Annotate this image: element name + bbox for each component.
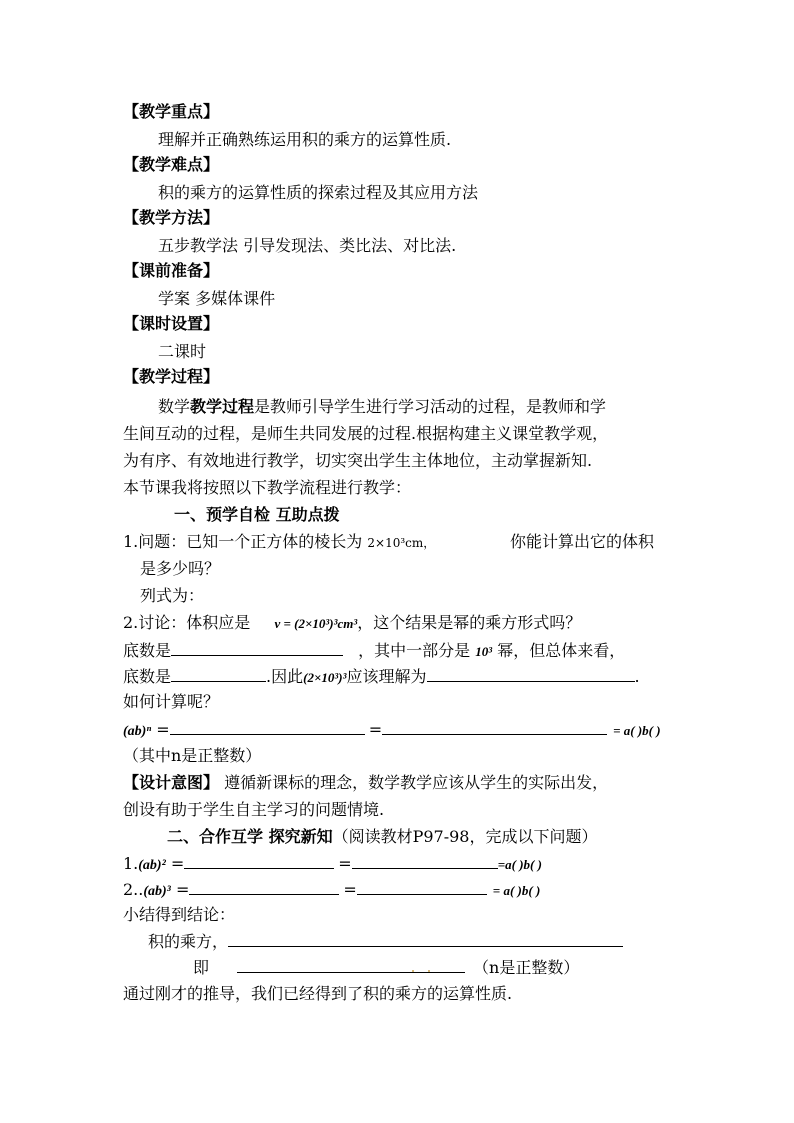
base-line-1 bbox=[123, 640, 625, 662]
question-2-tail: ，这个结果是幂的乘方形式吗？ bbox=[357, 613, 582, 632]
base-answer-blank[interactable] bbox=[171, 640, 343, 656]
base-label: 底数是 bbox=[123, 641, 172, 660]
process-paragraph-line-3: 为有序、有效地进行教学，切实突出学生主体地位，主动掌握新知. bbox=[123, 451, 593, 470]
power-ten-expression: 10³ bbox=[475, 644, 493, 659]
question-1-line bbox=[123, 532, 435, 553]
stray-mark bbox=[412, 970, 414, 972]
volume-expression: v = (2×10³)³cm³ bbox=[274, 616, 358, 631]
howto-text: 如何计算呢？ bbox=[123, 692, 220, 711]
exercise-2-line bbox=[123, 879, 540, 902]
power-formula-line bbox=[123, 719, 661, 742]
equals-sign: = bbox=[338, 854, 352, 873]
summary-text: 小结得到结论： bbox=[123, 905, 236, 924]
ie-line bbox=[193, 957, 579, 978]
method-body: 五步教学法 引导发现法、类比法、对比法. bbox=[158, 236, 457, 255]
formula-blank-1[interactable] bbox=[170, 719, 365, 735]
ie-answer-blank[interactable] bbox=[237, 957, 465, 973]
equals-sign: = bbox=[156, 720, 170, 739]
exercise-1-blank-2[interactable] bbox=[352, 853, 498, 869]
base-line-2 bbox=[123, 666, 640, 688]
equals-sign: = bbox=[368, 720, 383, 739]
design-title: 【设计意图】 bbox=[123, 773, 220, 792]
time-body: 二课时 bbox=[158, 342, 207, 361]
ie-note: （n是正整数） bbox=[473, 958, 580, 977]
question-1-text: 1.问题：已知一个正方体的棱长为 bbox=[123, 532, 363, 551]
cube-edge-expression: 2×10³cm， bbox=[367, 536, 436, 550]
part2-heading: 二、合作互学 探究新知 bbox=[167, 827, 333, 846]
difficulty-title: 【教学难点】 bbox=[123, 155, 220, 174]
difficulty-body: 积的乘方的运算性质的探索过程及其应用方法 bbox=[158, 183, 479, 202]
part1-heading: 一、预学自检 互助点拨 bbox=[174, 505, 340, 524]
focus-body: 理解并正确熟练运用积的乘方的运算性质. bbox=[158, 130, 452, 149]
process-paragraph-line-1 bbox=[158, 397, 606, 417]
question-1-tail: 你能计算出它的体积 bbox=[510, 532, 655, 551]
conclusion-text: 通过刚才的推导，我们已经得到了积的乘方的运算性质. bbox=[123, 984, 513, 1003]
method-title: 【教学方法】 bbox=[123, 208, 220, 227]
base-answer-blank-2[interactable] bbox=[171, 666, 266, 682]
process-text: 是教师引导学生进行学习活动的过程，是教师和学 bbox=[254, 397, 607, 416]
process-title: 【教学过程】 bbox=[123, 367, 220, 386]
exercise-2-blank-2[interactable] bbox=[357, 879, 487, 895]
understand-answer-blank[interactable] bbox=[427, 666, 635, 682]
base-label-2: 底数是 bbox=[123, 667, 172, 686]
formula-result: = a( )b( ) bbox=[613, 723, 661, 738]
prep-body: 学案 多媒体课件 bbox=[158, 289, 276, 308]
period: . bbox=[634, 667, 640, 686]
process-emphasis: 教学过程 bbox=[190, 397, 255, 416]
prep-title: 【课前准备】 bbox=[123, 261, 220, 280]
integer-note: （其中n是正整数） bbox=[123, 746, 262, 765]
exercise-1-number: 1. bbox=[123, 854, 139, 873]
equals-sign: = bbox=[170, 854, 185, 873]
formula-blank-2[interactable] bbox=[382, 719, 607, 735]
base-part-text: ，其中一部分是 bbox=[358, 641, 471, 660]
stray-mark bbox=[428, 970, 430, 972]
rule-answer-blank[interactable] bbox=[228, 931, 623, 947]
ie-label: 即 bbox=[193, 958, 210, 977]
process-paragraph-line-2: 生间互动的过程，是师生共同发展的过程.根据构建主义课堂教学观， bbox=[123, 424, 609, 443]
process-paragraph-line-4: 本节课我将按照以下教学流程进行教学： bbox=[123, 478, 412, 497]
ab-squared: (ab)² bbox=[138, 858, 166, 873]
equals-sign: = bbox=[175, 880, 190, 899]
understand-text: 应该理解为 bbox=[346, 667, 427, 686]
exercise-2-result: = a( )b( ) bbox=[492, 883, 541, 898]
formula-label: 列式为： bbox=[140, 586, 205, 605]
exercise-2-number: 2.. bbox=[123, 880, 144, 899]
base-tail-text: 幂，但总体来看， bbox=[497, 641, 626, 660]
exercise-1-line bbox=[123, 853, 542, 876]
rule-line bbox=[148, 931, 623, 952]
question-2-line bbox=[123, 613, 581, 634]
therefore-text: .因此 bbox=[266, 667, 304, 686]
process-text: 数学 bbox=[158, 397, 191, 416]
ab-power-n: (ab)ⁿ bbox=[123, 724, 152, 739]
rule-label: 积的乘方， bbox=[148, 932, 229, 951]
ab-cubed: (ab)³ bbox=[143, 884, 171, 899]
equals-sign: = bbox=[343, 880, 357, 899]
design-line-1 bbox=[123, 773, 608, 793]
part2-heading-note: （阅读教材P97-98，完成以下问题） bbox=[332, 827, 598, 846]
question-1-continuation: 是多少吗？ bbox=[140, 559, 221, 578]
part2-heading-line bbox=[167, 827, 597, 847]
exercise-2-blank-1[interactable] bbox=[189, 879, 339, 895]
time-title: 【课时设置】 bbox=[123, 314, 220, 333]
focus-title: 【教学重点】 bbox=[123, 102, 220, 121]
design-line-2: 创设有助于学生自主学习的问题情境. bbox=[123, 800, 385, 819]
power-expression: (2×10³)³ bbox=[303, 670, 347, 685]
exercise-1-blank-1[interactable] bbox=[184, 853, 334, 869]
question-2-text: 2.讨论：体积应是 bbox=[123, 613, 251, 632]
exercise-1-result: =a( )b( ) bbox=[497, 857, 542, 872]
design-text: 遵循新课标的理念，数学教学应该从学生的实际出发， bbox=[224, 773, 609, 792]
